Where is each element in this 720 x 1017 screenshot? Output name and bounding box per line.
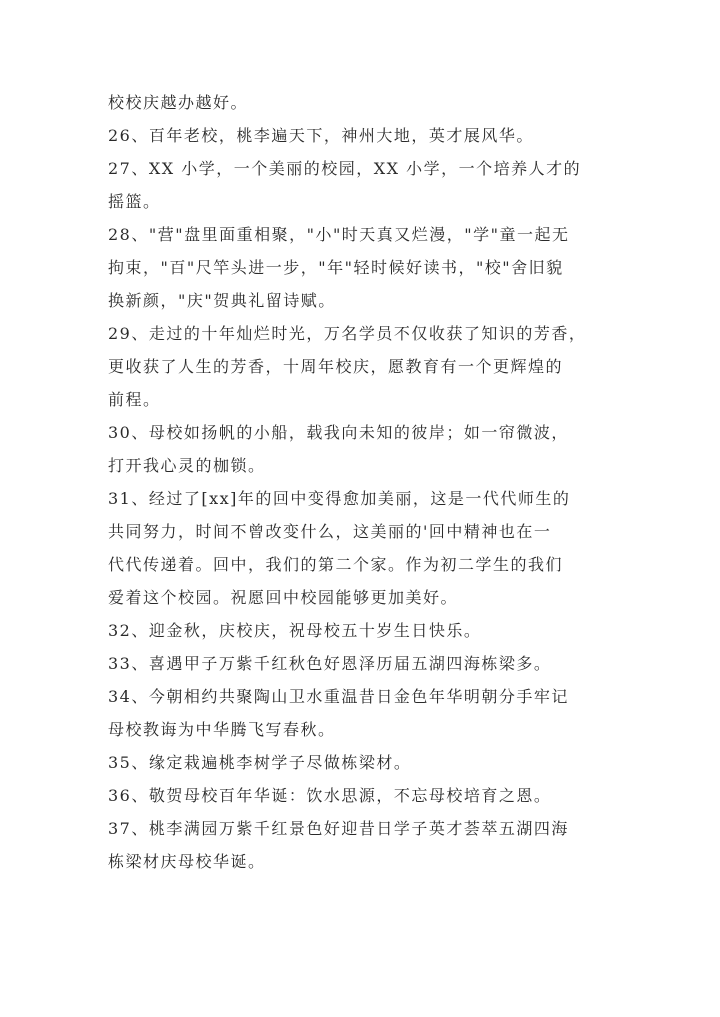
text-line: 拘束，"百"尺竿头进一步，"年"轻时候好读书，"校"舍旧貌: [108, 258, 564, 277]
text-line: 更收获了人生的芳香，十周年校庆，愿教育有一个更辉煌的: [108, 357, 564, 376]
text-line: 母校教诲为中华腾飞写春秋。: [108, 720, 336, 739]
document-body: [108, 86, 618, 878]
text-line: 26、百年老校，桃李遍天下，神州大地，英才展风华。: [108, 126, 534, 145]
text-line: 换新颜，"庆"贺典礼留诗赋。: [108, 291, 336, 310]
text-line: 代代传递着。回中，我们的第二个家。作为初二学生的我们: [108, 555, 564, 574]
text-line: 栋梁材庆母校华诞。: [108, 852, 266, 871]
text-line: 30、母校如扬帆的小船，载我向未知的彼岸；如一帘微波，: [108, 423, 569, 442]
text-line: 校校庆越办越好。: [108, 93, 249, 112]
text-line: 35、缘定栽遍桃李树学子尽做栋梁材。: [108, 753, 412, 772]
text-line: 打开我心灵的枷锁。: [108, 456, 266, 475]
text-line: 29、走过的十年灿烂时光，万名学员不仅收获了知识的芳香，: [108, 324, 587, 343]
text-line: 34、今朝相约共聚陶山卫水重温昔日金色年华明朝分手牢记: [108, 687, 569, 706]
text-line: 32、迎金秋，庆校庆，祝母校五十岁生日快乐。: [108, 621, 482, 640]
text-line: 前程。: [108, 390, 161, 409]
text-line: 31、经过了[xx]年的回中变得愈加美丽，这是一代代师生的: [108, 489, 571, 508]
text-line: 摇篮。: [108, 192, 161, 211]
text-line: 37、桃李满园万紫千红景色好迎昔日学子英才荟萃五湖四海: [108, 819, 569, 838]
text-line: 33、喜遇甲子万紫千红秋色好恩泽历届五湖四海栋梁多。: [108, 654, 552, 673]
text-line: 28、"营"盘里面重相聚，"小"时天真又烂漫，"学"童一起无: [108, 225, 570, 244]
text-line: 共同努力，时间不曾改变什么，这美丽的'回中精神也在一: [108, 522, 552, 541]
text-line: 爱着这个校园。祝愿回中校园能够更加美好。: [108, 588, 459, 607]
text-line: 36、敬贺母校百年华诞：饮水思源，不忘母校培育之恩。: [108, 786, 552, 805]
text-line: 27、XX 小学，一个美丽的校园，XX 小学，一个培养人才的: [108, 159, 582, 178]
